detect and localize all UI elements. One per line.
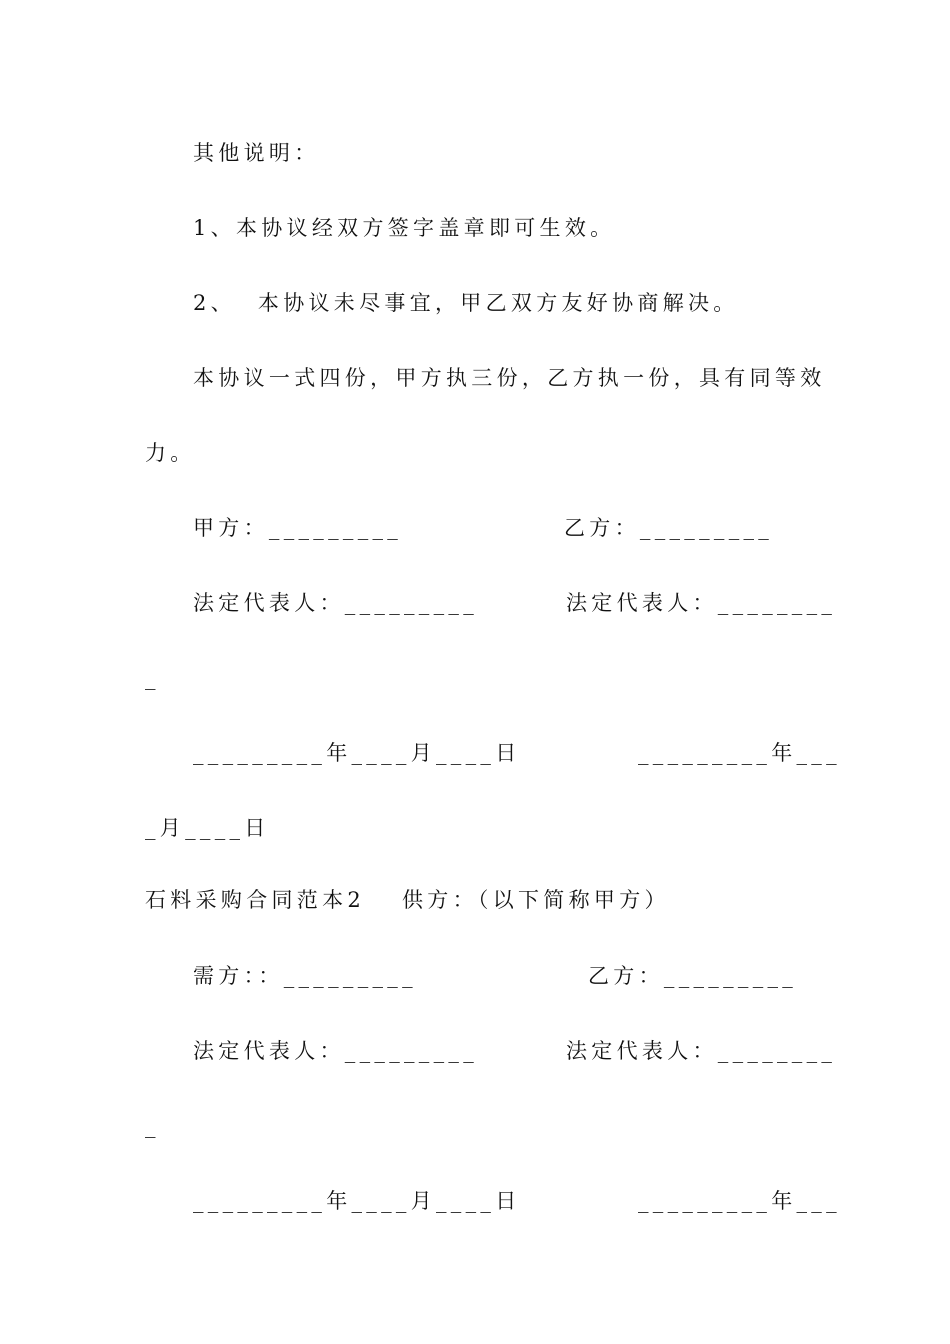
party-a-signature-field: 甲方：_________ — [193, 516, 403, 540]
party-a-representative-field: 法定代表人：_________ — [193, 591, 478, 615]
contract-2-title: 石料采购合同范本2 — [145, 888, 366, 912]
party-b-signature-field: 乙方：_________ — [564, 516, 774, 540]
party-b-date-wrap: _月____日 — [145, 816, 270, 840]
copies-paragraph-line-2: 力。 — [145, 441, 196, 465]
clause-item-1: 1、本协议经双方签字盖章即可生效。 — [193, 216, 616, 240]
contract-2-date-a-field: _________年____月____日 — [193, 1189, 521, 1213]
party-b-representative-wrap: _ — [145, 666, 160, 690]
contract-2-supplier-line: 供方：（以下简称甲方） — [402, 888, 670, 912]
contract-2-rep-a-field: 法定代表人：_________ — [193, 1039, 478, 1063]
contract-2-party-b-field: 乙方：_________ — [588, 964, 798, 988]
contract-2-date-b-field: _________年___ — [638, 1189, 841, 1213]
party-a-date-field: _________年____月____日 — [193, 741, 521, 765]
buyer-signature-field: 需方：：_________ — [193, 964, 417, 988]
other-notes-heading: 其他说明： — [193, 141, 320, 165]
contract-2-rep-b-field: 法定代表人：________ — [566, 1039, 837, 1063]
party-b-representative-field: 法定代表人：________ — [566, 591, 837, 615]
clause-item-2: 2、 本协议未尽事宜，甲乙双方友好协商解决。 — [193, 291, 739, 315]
copies-paragraph-line-1: 本协议一式四份，甲方执三份，乙方执一份，具有同等效 — [193, 366, 826, 390]
contract-2-rep-b-wrap: _ — [145, 1114, 160, 1138]
party-b-date-field: _________年___ — [638, 741, 841, 765]
